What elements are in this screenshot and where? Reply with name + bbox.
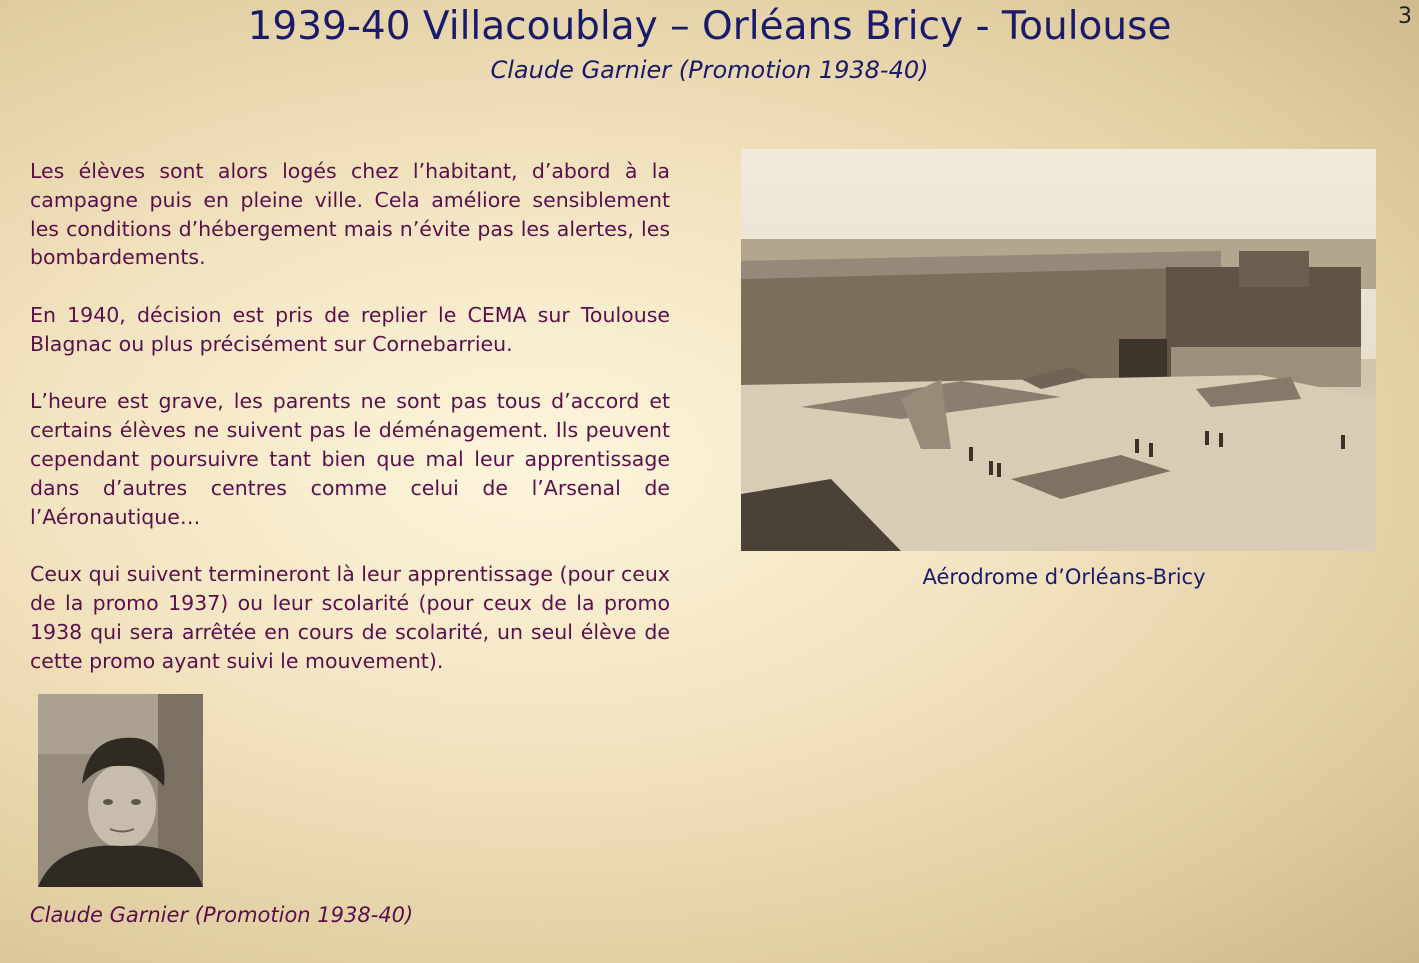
paragraph-lodging: Les élèves sont alors logés chez l’habitant, d’abord à la campagne puis en pleine ville. Cela améliore sensiblement les conditions d’hébergement mais n’évite pas les alertes, les bombardements. (30, 159, 670, 270)
slide-title: 1939-40 Villacoublay – Orléans Bricy - Toulouse (247, 4, 1172, 49)
paragraph-relocation: En 1940, décision est pris de replier le CEMA sur Toulouse Blagnac ou plus précisément sur Cornebarrieu. (30, 302, 670, 356)
body-text (30, 157, 670, 704)
paragraph-followers: Ceux qui suivent termineront là leur apprentissage (pour ceux de la promo 1937) ou leur scolarité (pour ceux de la promo 1938 qui sera arrêtée en cours de scolarité, un seul élève de cette promo ayant suivi le mouvement). (30, 562, 670, 673)
page-number: 3 (1398, 4, 1412, 29)
portrait-photo (38, 694, 203, 887)
paragraph-parents: L’heure est grave, les parents ne sont pas tous d’accord et certains élèves ne suivent pas le déménagement. Ils peuvent cependant poursuivre tant bien que mal leur apprentissage dans d’autres centres comme celui de l’Arsenal de l’Aéronautique… (30, 389, 670, 529)
airfield-photo (741, 149, 1376, 551)
portrait-caption: Claude Garnier (Promotion 1938-40) (30, 903, 414, 927)
airfield-caption: Aérodrome d’Orléans-Bricy (922, 565, 1206, 589)
slide-subtitle: Claude Garnier (Promotion 1938-40) (490, 56, 929, 84)
